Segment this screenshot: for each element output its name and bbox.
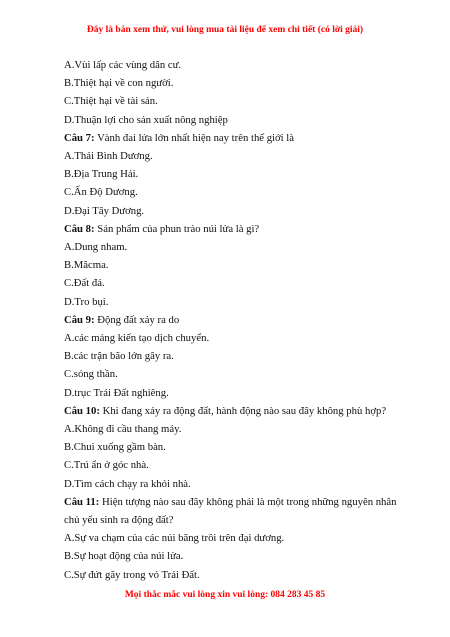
question-number: Câu 11:	[64, 495, 100, 508]
quiz-content	[64, 56, 404, 584]
question-number: Câu 10:	[64, 404, 100, 417]
question-number: Câu 7:	[64, 131, 95, 144]
contact-notice: Mọi thắc mắc vui lòng xin vui lòng: 084 283 45 85	[124, 590, 326, 600]
answer-option: B.Chui xuống gầm bàn.	[64, 441, 166, 454]
answer-option: A.Không đi cầu thang máy.	[64, 423, 182, 436]
answer-option: D.Đại Tây Dương.	[64, 204, 145, 217]
answer-option: D.Tìm cách chạy ra khỏi nhà.	[64, 477, 191, 490]
question-line	[64, 311, 404, 329]
preview-notice: Đây là bản xem thử, vui lòng mua tài liệu để xem chi tiết (có lời giải)	[86, 25, 364, 35]
answer-option: B.Sự hoạt động của núi lửa.	[64, 550, 184, 563]
answer-option: D.Tro bụi.	[64, 295, 109, 308]
answer-option: C.Thiệt hại về tài sản.	[64, 95, 158, 108]
answer-option: C.sóng thần.	[64, 368, 118, 381]
question-number: Câu 8:	[64, 222, 95, 235]
answer-option: B.Thiệt hại về con người.	[64, 77, 174, 90]
answer-option: A.Dung nham.	[64, 241, 128, 254]
answer-option: A.các mảng kiến tạo dịch chuyển.	[64, 332, 210, 345]
question-text: Hiện tượng nào sau đây không phải là một trong những nguyên nhân chủ yếu sinh ra động đất?	[64, 495, 397, 527]
answer-option: C.Ấn Độ Dương.	[64, 186, 138, 199]
answer-option: C.Trú ẩn ở góc nhà.	[64, 459, 149, 472]
question-line	[64, 493, 404, 529]
question-number: Câu 9:	[64, 313, 95, 326]
answer-option: D.trục Trái Đất nghiêng.	[64, 386, 169, 399]
answer-option: B.Địa Trung Hải.	[64, 168, 139, 181]
answer-option: A.Vùi lấp các vùng dân cư.	[64, 59, 182, 71]
answer-option: B.các trận bão lớn gây ra.	[64, 350, 174, 363]
answer-option: C.Sự đứt gãy trong vỏ Trái Đất.	[64, 568, 200, 581]
question-text: Vành đai lửa lớn nhất hiện nay trên thế giới là	[94, 131, 295, 144]
answer-option: D.Thuận lợi cho sản xuất nông nghiệp	[64, 113, 228, 126]
question-line	[64, 402, 404, 420]
question-text: Khi đang xảy ra động đất, hành động nào sau đây không phù hợp?	[99, 404, 387, 417]
question-text: Sản phẩm của phun trào núi lửa là gì?	[94, 222, 260, 235]
answer-option: B.Măcma.	[64, 259, 109, 272]
answer-option: C.Đất đá.	[64, 277, 105, 290]
question-line	[64, 129, 404, 147]
answer-option: A.Thái Bình Dương.	[64, 150, 153, 163]
answer-option: A.Sự va chạm của các núi băng trôi trên đại dương.	[64, 532, 285, 545]
question-text: Động đất xảy ra do	[94, 313, 180, 326]
question-line	[64, 220, 404, 238]
